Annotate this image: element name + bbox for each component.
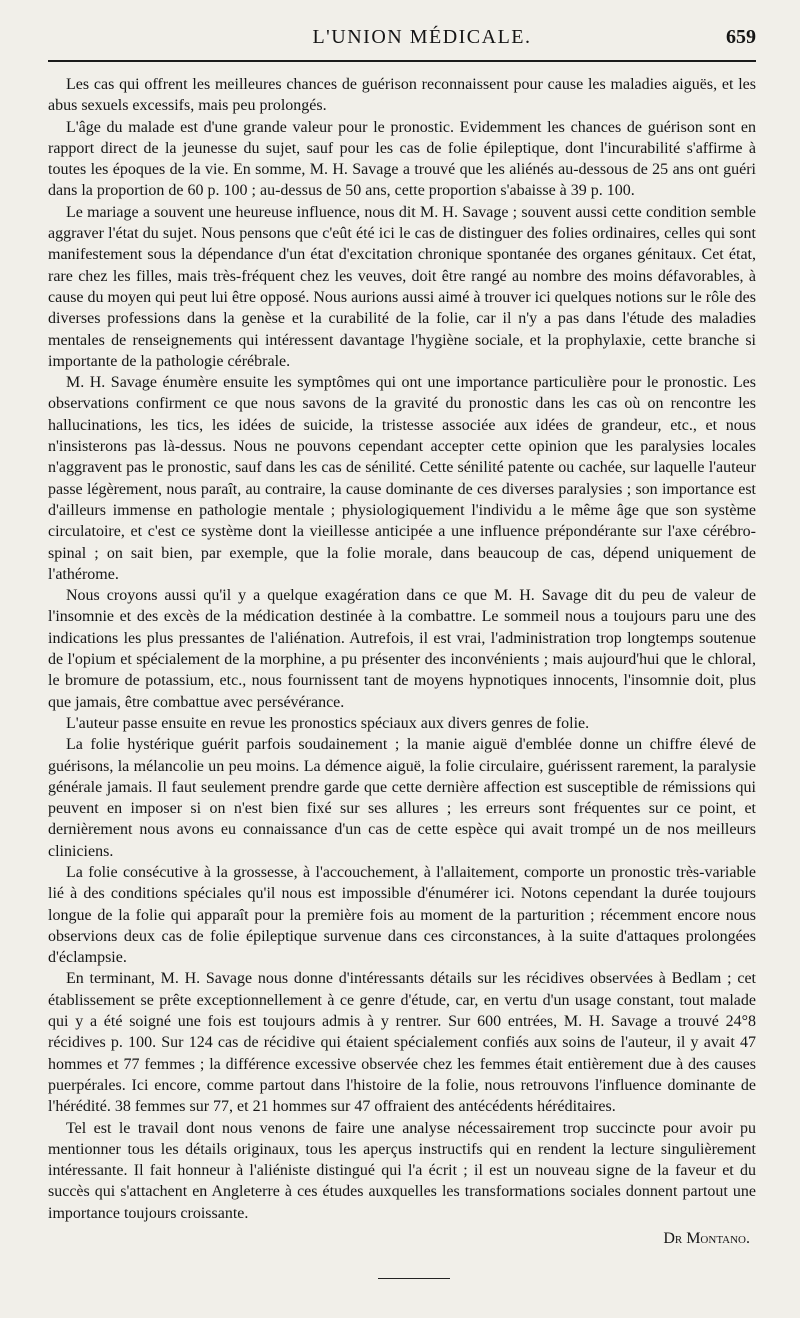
paragraph: L'âge du malade est d'une grande valeur pour le pronostic. Evidemment les chances de guérison sont en rapport direct de la jeunesse du sujet, sauf pour les cas de folie épileptique, dont l'incurabilité s'affirme à toutes les époques de la vie. En somme, M. H. Savage a trouvé que les aliénés au-dessous de 25 ans ont guéri dans la proportion de 60 p. 100 ; au-dessus de 50 ans, cette proportion s'abaisse à 39 p. 100. bbox=[48, 118, 756, 200]
paragraph: En terminant, M. H. Savage nous donne d'intéressants détails sur les récidives observées à Bedlam ; cet établissement se prête exceptionnellement à ce genre d'étude, car, en vertu d'un usage constant, tout malade qui y a été soigné une fois est toujours admis à y rentrer. Sur 600 entrées, M. H. Savage a trouvé 24°8 récidives p. 100. Sur 124 cas de récidive qui étaient spécialement confiés aux soins de l'auteur, il y avait 47 hommes et 77 femmes ; la différence excessive observée chez les femmes était entièrement due à des causes puerpérales. Ici encore, comme partout dans l'histoire de la folie, nous retrouvons l'influence dominante de l'hérédité. 38 femmes sur 77, et 21 hommes sur 47 offraient des antécédents héréditaires. bbox=[48, 970, 756, 1116]
footer-divider bbox=[378, 1278, 450, 1279]
author-signature: Dr Montano. bbox=[663, 1230, 750, 1248]
paragraph: La folie hystérique guérit parfois soudainement ; la manie aiguë d'emblée donne un chiffre élevé de guérisons, la mélancolie un peu moins. La démence aiguë, la folie circulaire, guérissent rarement, la paralysie générale jamais. Il faut seulement prendre garde que cette dernière affection est susceptible de rémissions qui peuvent en imposer si on n'est bien fixé sur ses allures ; les erreurs sont fréquentes sur ce point, et dernièrement nous avons eu connaissance d'un cas de cette espèce qui avait trompé un de nos meilleurs cliniciens. bbox=[48, 736, 756, 860]
paragraph: Les cas qui offrent les meilleures chances de guérison reconnaissent pour cause les maladies aiguës, et les abus sexuels excessifs, mais peu prolongés. bbox=[48, 76, 756, 115]
page-number: 659 bbox=[726, 26, 756, 48]
paragraph: L'auteur passe ensuite en revue les pronostics spéciaux aux divers genres de folie. bbox=[66, 714, 590, 732]
article-body bbox=[48, 74, 756, 1224]
running-title: L'UNION MÉDICALE. bbox=[312, 26, 532, 48]
paragraph: La folie consécutive à la grossesse, à l'accouchement, à l'allaitement, comporte un pronostic très-variable lié à des conditions spéciales qu'il nous est impossible d'énumérer ici. Notons cependant la durée toujours longue de la folie qui apparaît pour la première fois au moment de la parturition ; récemment encore nous observions deux cas de folie épileptique survenue dans ces circonstances, à la suite d'attaques prolongées d'éclampsie. bbox=[48, 863, 756, 967]
paragraph: Tel est le travail dont nous venons de faire une analyse nécessairement trop succincte pour avoir pu mentionner tous les détails originaux, tous les aperçus instructifs qui en rendent la lecture singulièrement intéressante. Il fait honneur à l'aliéniste distingué qui l'a écrit ; il est un nouveau signe de la faveur et du succès qui s'attachent en Angleterre à ces études auxquelles les transformations sociales donnent partout une importance toujours croissante. bbox=[48, 1119, 756, 1222]
paragraph: M. H. Savage énumère ensuite les symptômes qui ont une importance particulière pour le pronostic. Les observations confirment ce que nous savons de la gravité du pronostic dans les cas où on rencontre les hallucinations, les tics, les idées de suicide, la tristesse associée aux idées de grandeur, etc., et nous n'insisterons pas là-dessus. Nous ne pouvons cependant accepter cette opinion que les paralysies locales n'aggravent pas le pronostic, sauf dans les cas de sénilité. Cette sénilité patente ou cachée, sur laquelle l'auteur passe légèrement, nous paraît, au contraire, la cause dominante de ces diverses paralysies ; son importance est d'ailleurs immense en pathologie mentale ; physiologiquement l'individu a le même âge que son système circulatoire, et c'est ce système dont la vieillesse anticipée a une influence prépondérante sur l'axe cérébro-spinal ; on sait bien, par exemple, que la folie morale, dans beaucoup de cas, dépend uniquement de l'athérome. bbox=[48, 374, 756, 583]
paragraph: Nous croyons aussi qu'il y a quelque exagération dans ce que M. H. Savage dit du peu de valeur de l'insomnie et des excès de la médication destinée à la combattre. Le sommeil nous a toujours paru une des indications les plus pressantes de l'aliénation. Autrefois, il est vrai, l'administration trop longtemps soutenue de l'opium et spécialement de la morphine, a pu présenter des inconvénients ; mais aujourd'hui que le chloral, le bromure de potassium, etc., nous fournissent tant de moyens hypnotiques innocents, l'insomnie doit, plus que jamais, être combattue avec persévérance. bbox=[48, 587, 756, 711]
page-header bbox=[48, 26, 756, 62]
paragraph: Le mariage a souvent une heureuse influence, nous dit M. H. Savage ; souvent aussi cette condition semble aggraver l'état du sujet. Nous pensons que c'eût été ici le cas de distinguer des folies ordinaires, celles qui sont manifestement sous la dépendance d'un état d'excitation chronique spontanée des organes génitaux. Cet état, rare chez les filles, mais très-fréquent chez les veuves, doit être rangé au nombre des moins défavorables, à cause du moyen qui peut lui être opposé. Nous aurions aussi aimé à trouver ici quelques notions sur le rôle des diverses professions dans la genèse et la curabilité de la folie, car il n'y a pas dans l'étude des maladies mentales de renseignements qui intéressent davantage l'hygiène sociale, et la prophylaxie, cette branche si importante de la pathologie cérébrale. bbox=[48, 203, 756, 370]
